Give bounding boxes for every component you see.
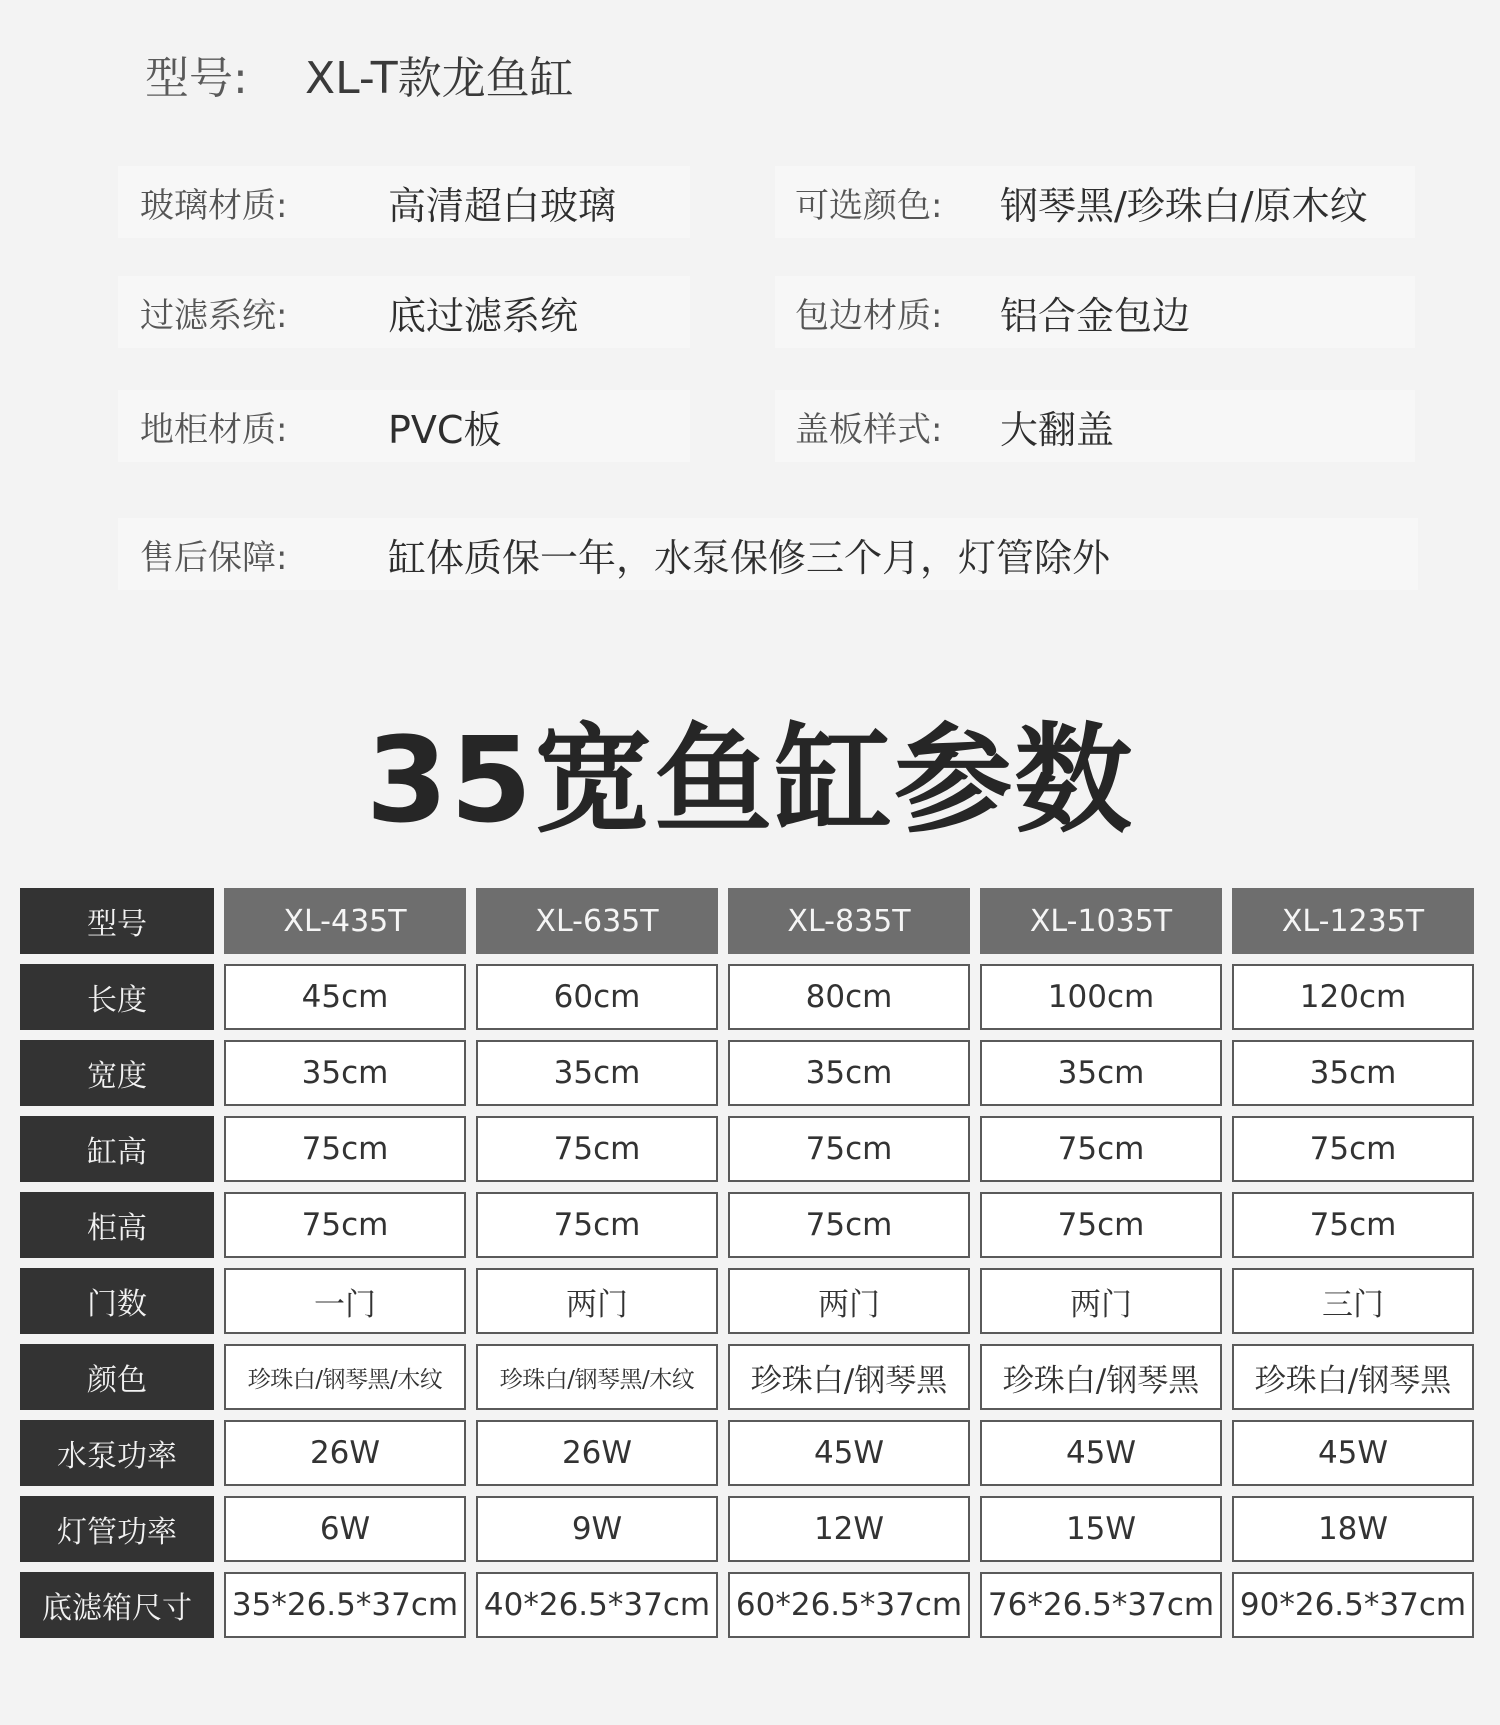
spec-edge (775, 276, 1415, 348)
table-cell: 45cm (224, 964, 466, 1030)
table-cell: 6W (224, 1496, 466, 1562)
table-cell: 40*26.5*37cm (476, 1572, 718, 1638)
page-title: 35宽鱼缸参数 (365, 711, 1135, 849)
table-cell: 75cm (224, 1192, 466, 1258)
model-value: XL-T款龙鱼缸 (305, 53, 574, 104)
table-cell: 76*26.5*37cm (980, 1572, 1222, 1638)
table-cell: 35cm (1232, 1040, 1474, 1106)
spec-warranty (118, 518, 1418, 590)
table-cell: 18W (1232, 1496, 1474, 1562)
table-cell: 珍珠白/钢琴黑 (728, 1344, 970, 1410)
table-cell: 75cm (224, 1116, 466, 1182)
spec-label: 售后保障: (140, 537, 288, 578)
table-cell: 75cm (476, 1116, 718, 1182)
parameter-table (20, 888, 1472, 1638)
table-cell: 两门 (728, 1268, 970, 1334)
spec-label: 可选颜色: (795, 185, 943, 226)
table-cell: 35cm (980, 1040, 1222, 1106)
table-cell: 75cm (980, 1116, 1222, 1182)
spec-value: 缸体质保一年，水泵保修三个月，灯管除外 (388, 535, 1111, 580)
table-row-label: 缸高 (20, 1116, 214, 1182)
table-cell: 珍珠白/钢琴黑/木纹 (224, 1344, 466, 1410)
table-cell: 9W (476, 1496, 718, 1562)
table-row-label: 颜色 (20, 1344, 214, 1410)
spec-label: 玻璃材质: (140, 185, 288, 226)
table-model-header: XL-835T (728, 888, 970, 954)
spec-label: 包边材质: (795, 295, 943, 336)
table-cell: 75cm (980, 1192, 1222, 1258)
table-cell: 60*26.5*37cm (728, 1572, 970, 1638)
table-cell: 75cm (476, 1192, 718, 1258)
table-model-header: XL-435T (224, 888, 466, 954)
table-cell: 珍珠白/钢琴黑/木纹 (476, 1344, 718, 1410)
spec-glass (118, 166, 690, 238)
spec-label: 地柜材质: (140, 409, 288, 450)
table-cell: 一门 (224, 1268, 466, 1334)
spec-label: 盖板样式: (795, 409, 943, 450)
table-cell: 75cm (728, 1192, 970, 1258)
spec-label: 过滤系统: (140, 295, 288, 336)
table-row-label: 长度 (20, 964, 214, 1030)
table-cell: 120cm (1232, 964, 1474, 1030)
model-heading (145, 42, 574, 106)
table-cell: 80cm (728, 964, 970, 1030)
table-row-label: 底滤箱尺寸 (20, 1572, 214, 1638)
table-row-label: 柜高 (20, 1192, 214, 1258)
table-cell: 75cm (1232, 1192, 1474, 1258)
table-row-label: 水泵功率 (20, 1420, 214, 1486)
table-cell: 26W (224, 1420, 466, 1486)
table-cell: 两门 (476, 1268, 718, 1334)
table-cell: 珍珠白/钢琴黑 (1232, 1344, 1474, 1410)
table-row-label: 门数 (20, 1268, 214, 1334)
table-model-header: XL-1035T (980, 888, 1222, 954)
table-row-label: 宽度 (20, 1040, 214, 1106)
table-cell: 15W (980, 1496, 1222, 1562)
table-cell: 100cm (980, 964, 1222, 1030)
spec-cover (775, 390, 1415, 462)
spec-filter (118, 276, 690, 348)
spec-value: 铝合金包边 (1000, 293, 1191, 338)
table-cell: 两门 (980, 1268, 1222, 1334)
spec-value: 钢琴黑/珍珠白/原木纹 (1000, 183, 1368, 228)
table-cell: 35cm (476, 1040, 718, 1106)
table-cell: 35*26.5*37cm (224, 1572, 466, 1638)
table-cell: 90*26.5*37cm (1232, 1572, 1474, 1638)
spec-value: PVC板 (388, 407, 502, 452)
table-cell: 35cm (224, 1040, 466, 1106)
table-row-label: 灯管功率 (20, 1496, 214, 1562)
spec-value: 大翻盖 (1000, 407, 1115, 452)
model-label: 型号: (145, 53, 248, 104)
table-cell: 45W (728, 1420, 970, 1486)
table-cell: 三门 (1232, 1268, 1474, 1334)
spec-color (775, 166, 1415, 238)
table-model-header: XL-635T (476, 888, 718, 954)
table-cell: 75cm (1232, 1116, 1474, 1182)
table-cell: 35cm (728, 1040, 970, 1106)
table-cell: 12W (728, 1496, 970, 1562)
table-cell: 75cm (728, 1116, 970, 1182)
table-model-header: XL-1235T (1232, 888, 1474, 954)
spec-cabinet (118, 390, 690, 462)
table-cell: 45W (980, 1420, 1222, 1486)
table-cell: 60cm (476, 964, 718, 1030)
spec-value: 高清超白玻璃 (388, 183, 617, 228)
table-cell: 45W (1232, 1420, 1474, 1486)
table-cell: 珍珠白/钢琴黑 (980, 1344, 1222, 1410)
table-cell: 26W (476, 1420, 718, 1486)
table-header-label: 型号 (20, 888, 214, 954)
spec-value: 底过滤系统 (388, 293, 579, 338)
